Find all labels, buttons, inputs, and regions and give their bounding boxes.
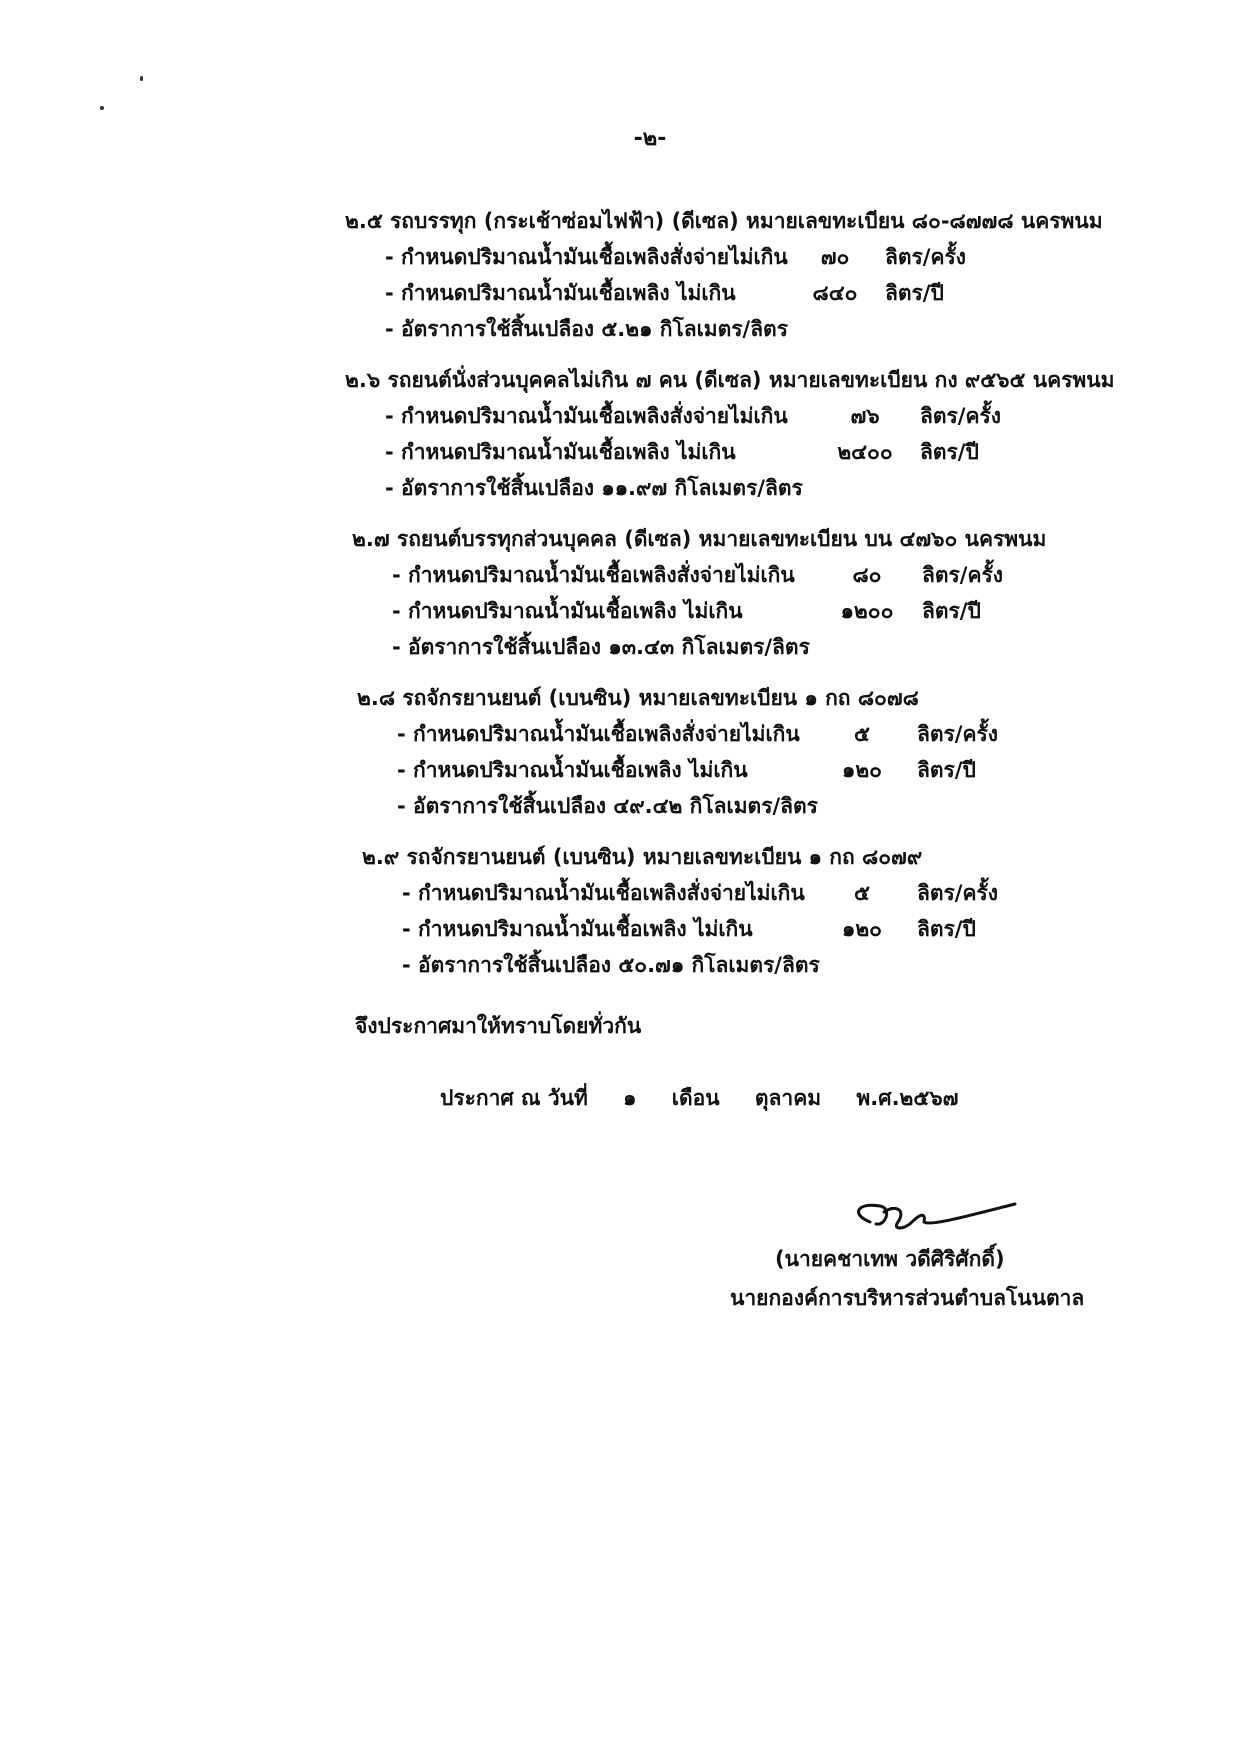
announce-month: ตุลาคม xyxy=(754,1086,822,1110)
line-unit: ลิตร/ครั้ง xyxy=(885,245,967,269)
consumption-rate-line xyxy=(345,470,1145,506)
announcement-date xyxy=(440,1082,986,1115)
line-unit: ลิตร/ครั้ง xyxy=(917,722,999,746)
line-description: - อัตราการใช้สิ้นเปลือง ๑๓.๔๓ กิโลเมตร/ลิตร xyxy=(392,635,810,659)
scan-speck xyxy=(140,76,143,81)
line-quantity: ๗๐ xyxy=(820,245,850,269)
line-unit: ลิตร/ครั้ง xyxy=(920,404,1002,428)
line-unit: ลิตร/ปี xyxy=(885,281,944,305)
fuel-per-year-line xyxy=(352,593,1132,629)
vehicle-heading: ๒.๖ รถยนต์นั่งส่วนบุคคลไม่เกิน ๗ คน (ดีเซล) หมายเลขทะเบียน กง ๙๕๖๕ นครพนม xyxy=(345,368,1115,392)
signer-name: (นายคชาเทพ วดีศิริศักดิ์) xyxy=(775,1247,1005,1271)
line-unit: ลิตร/ปี xyxy=(917,758,976,782)
line-quantity: ๗๖ xyxy=(850,404,880,428)
line-quantity: ๕ xyxy=(854,722,870,746)
line-description: - อัตราการใช้สิ้นเปลือง ๕๐.๗๑ กิโลเมตร/ลิตร xyxy=(402,953,820,977)
fuel-per-order-line xyxy=(362,875,1142,911)
announce-day: ๑ xyxy=(623,1086,637,1110)
line-description: - กำหนดปริมาณน้ำมันเชื้อเพลิงสั่งจ่ายไม่เกิน xyxy=(397,722,800,746)
line-unit: ลิตร/ครั้ง xyxy=(917,881,999,905)
closing-statement: จึงประกาศมาให้ทราบโดยทั่วกัน xyxy=(355,1014,642,1038)
vehicle-item xyxy=(357,680,1137,824)
page-number: -๒- xyxy=(633,126,667,151)
line-quantity: ๕ xyxy=(854,881,870,905)
consumption-rate-line xyxy=(352,629,1132,665)
fuel-per-year-line xyxy=(345,434,1145,470)
announce-prefix: ประกาศ ณ วันที่ xyxy=(440,1086,588,1110)
line-description: - กำหนดปริมาณน้ำมันเชื้อเพลิงสั่งจ่ายไม่เกิน xyxy=(402,881,805,905)
line-description: - อัตราการใช้สิ้นเปลือง ๔๙.๔๒ กิโลเมตร/ลิตร xyxy=(397,794,818,818)
announce-year: พ.ศ.๒๕๖๗ xyxy=(856,1086,959,1110)
fuel-per-year-line xyxy=(345,275,1125,311)
line-description: - กำหนดปริมาณน้ำมันเชื้อเพลิงสั่งจ่ายไม่เกิน xyxy=(392,563,795,587)
line-description: - กำหนดปริมาณน้ำมันเชื้อเพลิงสั่งจ่ายไม่เกิน xyxy=(385,404,788,428)
vehicle-heading: ๒.๙ รถจักรยานยนต์ (เบนซิน) หมายเลขทะเบียน ๑ กถ ๘๐๗๙ xyxy=(362,845,923,869)
line-description: - กำหนดปริมาณน้ำมันเชื้อเพลิง ไม่เกิน xyxy=(385,281,736,305)
fuel-per-order-line xyxy=(357,716,1137,752)
vehicle-heading: ๒.๗ รถยนต์บรรทุกส่วนบุคคล (ดีเซล) หมายเลขทะเบียน บน ๔๗๖๐ นครพนม xyxy=(352,527,1047,551)
fuel-per-year-line xyxy=(362,911,1142,947)
line-quantity: ๘๔๐ xyxy=(812,281,858,305)
vehicle-item xyxy=(345,362,1145,506)
line-unit: ลิตร/ครั้ง xyxy=(922,563,1004,587)
line-description: - กำหนดปริมาณน้ำมันเชื้อเพลิง ไม่เกิน xyxy=(392,599,743,623)
vehicle-heading: ๒.๘ รถจักรยานยนต์ (เบนซิน) หมายเลขทะเบียน ๑ กถ ๘๐๗๘ xyxy=(357,686,919,710)
handwritten-signature xyxy=(840,1192,1020,1242)
line-unit: ลิตร/ปี xyxy=(922,599,981,623)
line-description: - อัตราการใช้สิ้นเปลือง ๕.๒๑ กิโลเมตร/ลิตร xyxy=(385,317,788,341)
signer-title: นายกองค์การบริหารส่วนตำบลโนนตาล xyxy=(730,1286,1085,1310)
line-description: - อัตราการใช้สิ้นเปลือง ๑๑.๙๗ กิโลเมตร/ลิตร xyxy=(385,476,803,500)
fuel-per-year-line xyxy=(357,752,1137,788)
line-quantity: ๒๔๐๐ xyxy=(837,440,893,464)
scan-speck xyxy=(100,106,104,110)
line-description: - กำหนดปริมาณน้ำมันเชื้อเพลิง ไม่เกิน xyxy=(397,758,748,782)
line-unit: ลิตร/ปี xyxy=(917,917,976,941)
fuel-per-order-line xyxy=(352,557,1132,593)
announce-month-label: เดือน xyxy=(671,1086,720,1110)
line-quantity: ๘๐ xyxy=(852,563,882,587)
consumption-rate-line xyxy=(345,311,1125,347)
consumption-rate-line xyxy=(357,788,1137,824)
consumption-rate-line xyxy=(362,947,1142,983)
line-description: - กำหนดปริมาณน้ำมันเชื้อเพลิง ไม่เกิน xyxy=(385,440,736,464)
vehicle-heading: ๒.๕ รถบรรทุก (กระเช้าซ่อมไฟฟ้า) (ดีเซล) หมายเลขทะเบียน ๘๐-๘๗๗๘ นครพนม xyxy=(345,209,1103,233)
fuel-per-order-line xyxy=(345,239,1125,275)
line-description: - กำหนดปริมาณน้ำมันเชื้อเพลิงสั่งจ่ายไม่เกิน xyxy=(385,245,788,269)
vehicle-item xyxy=(352,521,1132,665)
line-description: - กำหนดปริมาณน้ำมันเชื้อเพลิง ไม่เกิน xyxy=(402,917,753,941)
line-unit: ลิตร/ปี xyxy=(920,440,979,464)
vehicle-item xyxy=(345,203,1125,347)
line-quantity: ๑๒๐ xyxy=(842,758,882,782)
vehicle-item xyxy=(362,839,1142,983)
line-quantity: ๑๒๐๐ xyxy=(840,599,894,623)
line-quantity: ๑๒๐ xyxy=(842,917,882,941)
fuel-per-order-line xyxy=(345,398,1145,434)
